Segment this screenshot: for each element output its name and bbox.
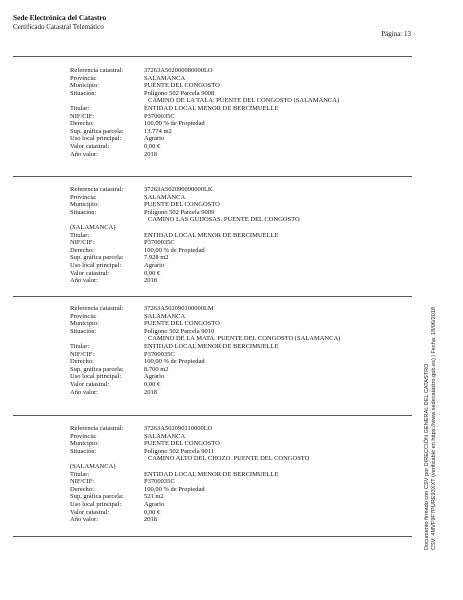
field-label: Sup. gráfica parcela: <box>70 254 124 262</box>
separator-line <box>13 536 412 537</box>
municipality-value: PUENTE DEL CONGOSTO <box>144 201 220 209</box>
use-value: Agrario <box>144 135 165 143</box>
field-label: Provincia: <box>70 74 97 82</box>
cadastral-value: 0,00 € <box>144 508 161 516</box>
nif-value: P3700035C <box>144 112 175 120</box>
cadastral-value: 0,00 € <box>144 380 161 388</box>
field-label: Año valor: <box>70 388 98 396</box>
property-record <box>70 305 340 396</box>
province-value: SALAMANCA <box>144 193 186 201</box>
field-label: Sup. gráfica parcela: <box>70 365 124 373</box>
field-label: NIF/CIF: <box>70 478 95 486</box>
surface-value: 521 m2 <box>144 493 164 501</box>
separator-line <box>13 296 412 297</box>
field-label: Referencia catastral: <box>70 425 124 432</box>
situation-value: Polígono 502 Parcela 9011 <box>144 447 214 455</box>
field-label: Titular: <box>70 470 90 478</box>
ref-value: 37263A502000080000LO <box>144 67 213 74</box>
field-label: Referencia catastral: <box>70 186 124 193</box>
province-value: SALAMANCA <box>144 432 186 440</box>
ref-value: 37263A502090090000LK <box>144 186 213 193</box>
field-label: Provincia: <box>70 193 97 201</box>
municipality-value: PUENTE DEL CONGOSTO <box>144 320 220 328</box>
field-label: Municipio: <box>70 440 99 448</box>
nif-value: P3700035C <box>144 239 175 247</box>
csv-note-line1: Documento firmado con CSV por DIRECCIÓN GENERAL DEL CATASTRO <box>424 363 430 550</box>
page-number: Página: 13 <box>381 30 411 38</box>
province-value: SALAMANCA <box>144 74 186 82</box>
field-label: Derecho: <box>70 358 94 366</box>
field-label: Municipio: <box>70 82 99 90</box>
property-record <box>70 186 300 285</box>
nif-value: P3700035C <box>144 350 175 358</box>
year-value: 2018 <box>144 277 157 285</box>
municipality-value: PUENTE DEL CONGOSTO <box>144 82 220 90</box>
nif-value: P3700035C <box>144 478 175 486</box>
cadastral-value: 0,00 € <box>144 269 161 277</box>
field-label: Titular: <box>70 342 90 350</box>
field-label: NIF/CIF: <box>70 350 95 358</box>
field-label: Municipio: <box>70 320 99 328</box>
holder-value: ENTIDAD LOCAL MENOR DE BERCIMUELLE <box>144 231 279 239</box>
field-label: Provincia: <box>70 432 97 440</box>
document-header <box>13 14 106 31</box>
property-record <box>70 67 339 158</box>
cadastral-value: 0,00 € <box>144 142 161 150</box>
field-label: Año valor: <box>70 277 98 285</box>
field-label: Referencia catastral: <box>70 67 124 74</box>
field-label: Derecho: <box>70 120 94 128</box>
field-label: Valor catastral: <box>70 142 110 150</box>
field-label: Uso local principal: <box>70 500 122 508</box>
separator-line <box>13 415 412 416</box>
holder-value: ENTIDAD LOCAL MENOR DE BERCIMUELLE <box>144 104 279 112</box>
field-label: Uso local principal: <box>70 261 122 269</box>
situation-address: CAMINO ALTO DEL CHOZO. PUENTE DEL CONGOSTO <box>148 455 310 463</box>
situation-value: Polígono 502 Parcela 9010 <box>144 327 215 335</box>
municipality-value: PUENTE DEL CONGOSTO <box>144 440 220 448</box>
field-label: Sup. gráfica parcela: <box>70 127 124 135</box>
right-value: 100,00 % de Propiedad <box>144 246 205 254</box>
field-label: Valor catastral: <box>70 380 110 388</box>
field-label: Referencia catastral: <box>70 305 124 312</box>
year-value: 2018 <box>144 516 157 524</box>
situation-value: Polígono 502 Parcela 9009 <box>144 208 215 216</box>
year-value: 2018 <box>144 388 157 396</box>
ref-value: 37263A502090100000LM <box>144 305 214 312</box>
right-value: 100,00 % de Propiedad <box>144 120 205 128</box>
holder-value: ENTIDAD LOCAL MENOR DE BERCIMUELLE <box>144 342 279 350</box>
holder-value: ENTIDAD LOCAL MENOR DE BERCIMUELLE <box>144 470 279 478</box>
surface-value: 7.928 m2 <box>144 254 169 262</box>
csv-note-line2: CSV: 4MVF9F7PURE93XXT (verificable en https://www.sedecatastro.gob.es) | Fecha: 18/06/2018 <box>431 306 437 550</box>
field-label: Uso local principal: <box>70 135 122 143</box>
field-label: Uso local principal: <box>70 373 122 381</box>
surface-value: 13.774 m2 <box>144 127 172 135</box>
csv-signature-note <box>412 170 462 550</box>
separator-line <box>13 176 412 177</box>
field-label: Situación: <box>70 208 97 216</box>
separator-line <box>13 56 412 57</box>
field-label: NIF/CIF: <box>70 239 95 247</box>
right-value: 100,00 % de Propiedad <box>144 358 205 366</box>
surface-value: 8.700 m2 <box>144 365 169 373</box>
situation-value: Polígono 502 Parcela 9008 <box>144 89 215 97</box>
field-label: Provincia: <box>70 312 97 320</box>
use-value: Agrario <box>144 373 165 381</box>
situation-address: CAMINO LAS GUIJOSAS. PUENTE DEL CONGOSTO <box>148 216 300 224</box>
header-title: Sede Electrónica del Catastro <box>13 13 107 22</box>
property-record <box>70 425 309 524</box>
field-label: Derecho: <box>70 246 94 254</box>
ref-value: 37263A502090110000LO <box>144 425 213 432</box>
situation-address-cont: (SALAMANCA) <box>70 462 116 470</box>
province-value: SALAMANCA <box>144 312 186 320</box>
situation-address: CAMINO DE LA MATA. PUENTE DEL CONGOSTO (SALAMANCA) <box>148 335 341 343</box>
use-value: Agrario <box>144 500 165 508</box>
field-label: Valor catastral: <box>70 269 110 277</box>
use-value: Agrario <box>144 261 165 269</box>
field-label: Derecho: <box>70 485 94 493</box>
field-label: Año valor: <box>70 516 98 524</box>
field-label: Titular: <box>70 104 90 112</box>
situation-address-cont: (SALAMANCA) <box>70 223 116 231</box>
right-value: 100,00 % de Propiedad <box>144 485 205 493</box>
field-label: NIF/CIF: <box>70 112 95 120</box>
field-label: Sup. gráfica parcela: <box>70 493 124 501</box>
year-value: 2018 <box>144 150 157 158</box>
field-label: Titular: <box>70 231 90 239</box>
header-subtitle: Certificado Catastral Telemático <box>13 22 104 31</box>
field-label: Valor catastral: <box>70 508 110 516</box>
field-label: Año valor: <box>70 150 98 158</box>
field-label: Situación: <box>70 327 97 335</box>
field-label: Municipio: <box>70 201 99 209</box>
field-label: Situación: <box>70 89 97 97</box>
situation-address: CAMINO DE LA TALA. PUENTE DEL CONGOSTO (SALAMANCA) <box>148 97 340 105</box>
field-label: Situación: <box>70 447 97 455</box>
